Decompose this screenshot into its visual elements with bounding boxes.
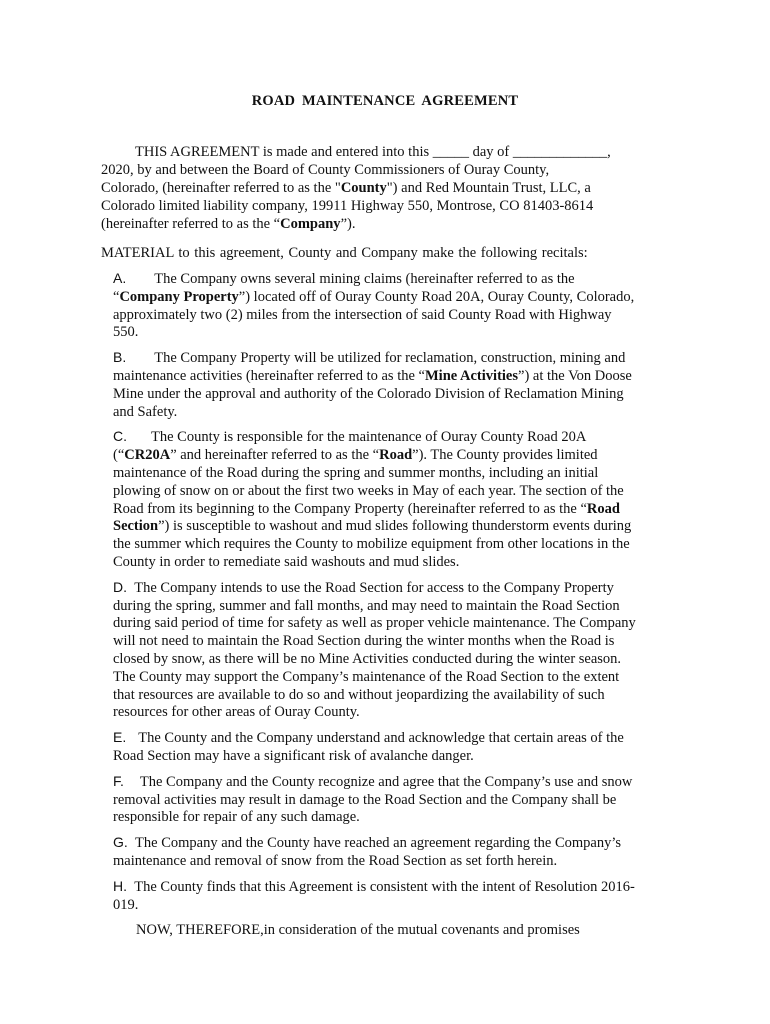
recital-d: D. The Company intends to use the Road Section for access to the Company Property during the spring, summer and fall months, and may need to maintain the Road Section during said period of time for safety as well as proper vehicle maintenance. The Company will not need to maintain the Road Section during the winter months when the Road is closed by snow, as there will be no Mine Activities conducted during the winter season. The County may support the Company’s maintenance of the Road Section to the extent that resources are available to do so and without jeopardizing the availability of such resources for other areas of Ouray County. [113, 578, 636, 721]
intro-line-2: 2020, by and between the Board of County Commissioners of Ouray County, [101, 162, 550, 178]
recital-letter: H. [113, 877, 127, 894]
recital-f: F. The Company and the County recognize and agree that the Company’s use and snow removal activities may result in damage to the Road Section and the Company shall be responsible for repair of any such damage. [113, 772, 633, 826]
recital-letter: C. [113, 428, 127, 445]
recital-letter: G. [113, 834, 128, 851]
recital-b: B. The Company Property will be utilized for reclamation, construction, mining and maintenance activities (hereinafter referred to as the “Mine Activities”) at the Von Doose Mine under the approval and authority of the Colorado Division of Reclamation Mining and Safety. [113, 349, 632, 420]
recitals-heading: MATERIAL to this agreement, County and Company make the following recitals: [101, 245, 588, 261]
intro-paragraph [101, 143, 649, 233]
recital-letter: D. [113, 578, 127, 595]
recital-letter: A. [113, 270, 127, 286]
intro-line-4: Colorado limited liability company, 19911 Highway 550, Montrose, CO 81403-8614 [101, 198, 594, 214]
recital-g: G. The Company and the County have reached an agreement regarding the Company’s maintenance and removal of snow from the Road Section as set forth herein. [113, 834, 622, 869]
recital-letter: E. [113, 729, 127, 746]
closing-paragraph: NOW, THEREFORE,in consideration of the mutual covenants and promises [136, 922, 580, 938]
intro-line-1: THIS AGREEMENT is made and entered into this _____ day of _____________, [135, 144, 611, 160]
recital-c: C. The County is responsible for the maintenance of Ouray County Road 20A (“CR20A” and hereinafter referred to as the “Road”). The County provides limited maintenance of the Road during the spring and summer months, including an initial plowing of snow on or about the first two weeks in May of each year. The section of the Road from its beginning to the Company Property (hereinafter referred to as the “Road Section”) is susceptible to washout and mud slides following thunderstorm events during the summer which requires the County to mobilize equipment from other locations in the County in order to remediate said washouts and mud slides. [113, 428, 632, 570]
recitals-list [113, 270, 663, 921]
recital-h: H. The County finds that this Agreement is consistent with the intent of Resolution 2016- 019. [113, 877, 635, 913]
document-title: ROAD MAINTENANCE AGREEMENT [251, 93, 519, 109]
recital-a: A. The Company owns several mining claims (hereinafter referred to as the “Company Property”) located off of Ouray County Road 20A, Ouray County, Colorado, approximately two (2) miles from the intersection of said County Road with Highway 550. [113, 270, 635, 341]
intro-line-5: (hereinafter referred to as the “Company”). [101, 216, 356, 232]
recital-e: E. The County and the Company understand and acknowledge that certain areas of the Road Section may have a significant risk of avalanche danger. [113, 729, 624, 764]
intro-line-3: Colorado, (hereinafter referred to as the "County") and Red Mountain Trust, LLC, a [101, 180, 591, 196]
recital-letter: F. [113, 772, 124, 789]
recital-letter: B. [113, 349, 127, 366]
